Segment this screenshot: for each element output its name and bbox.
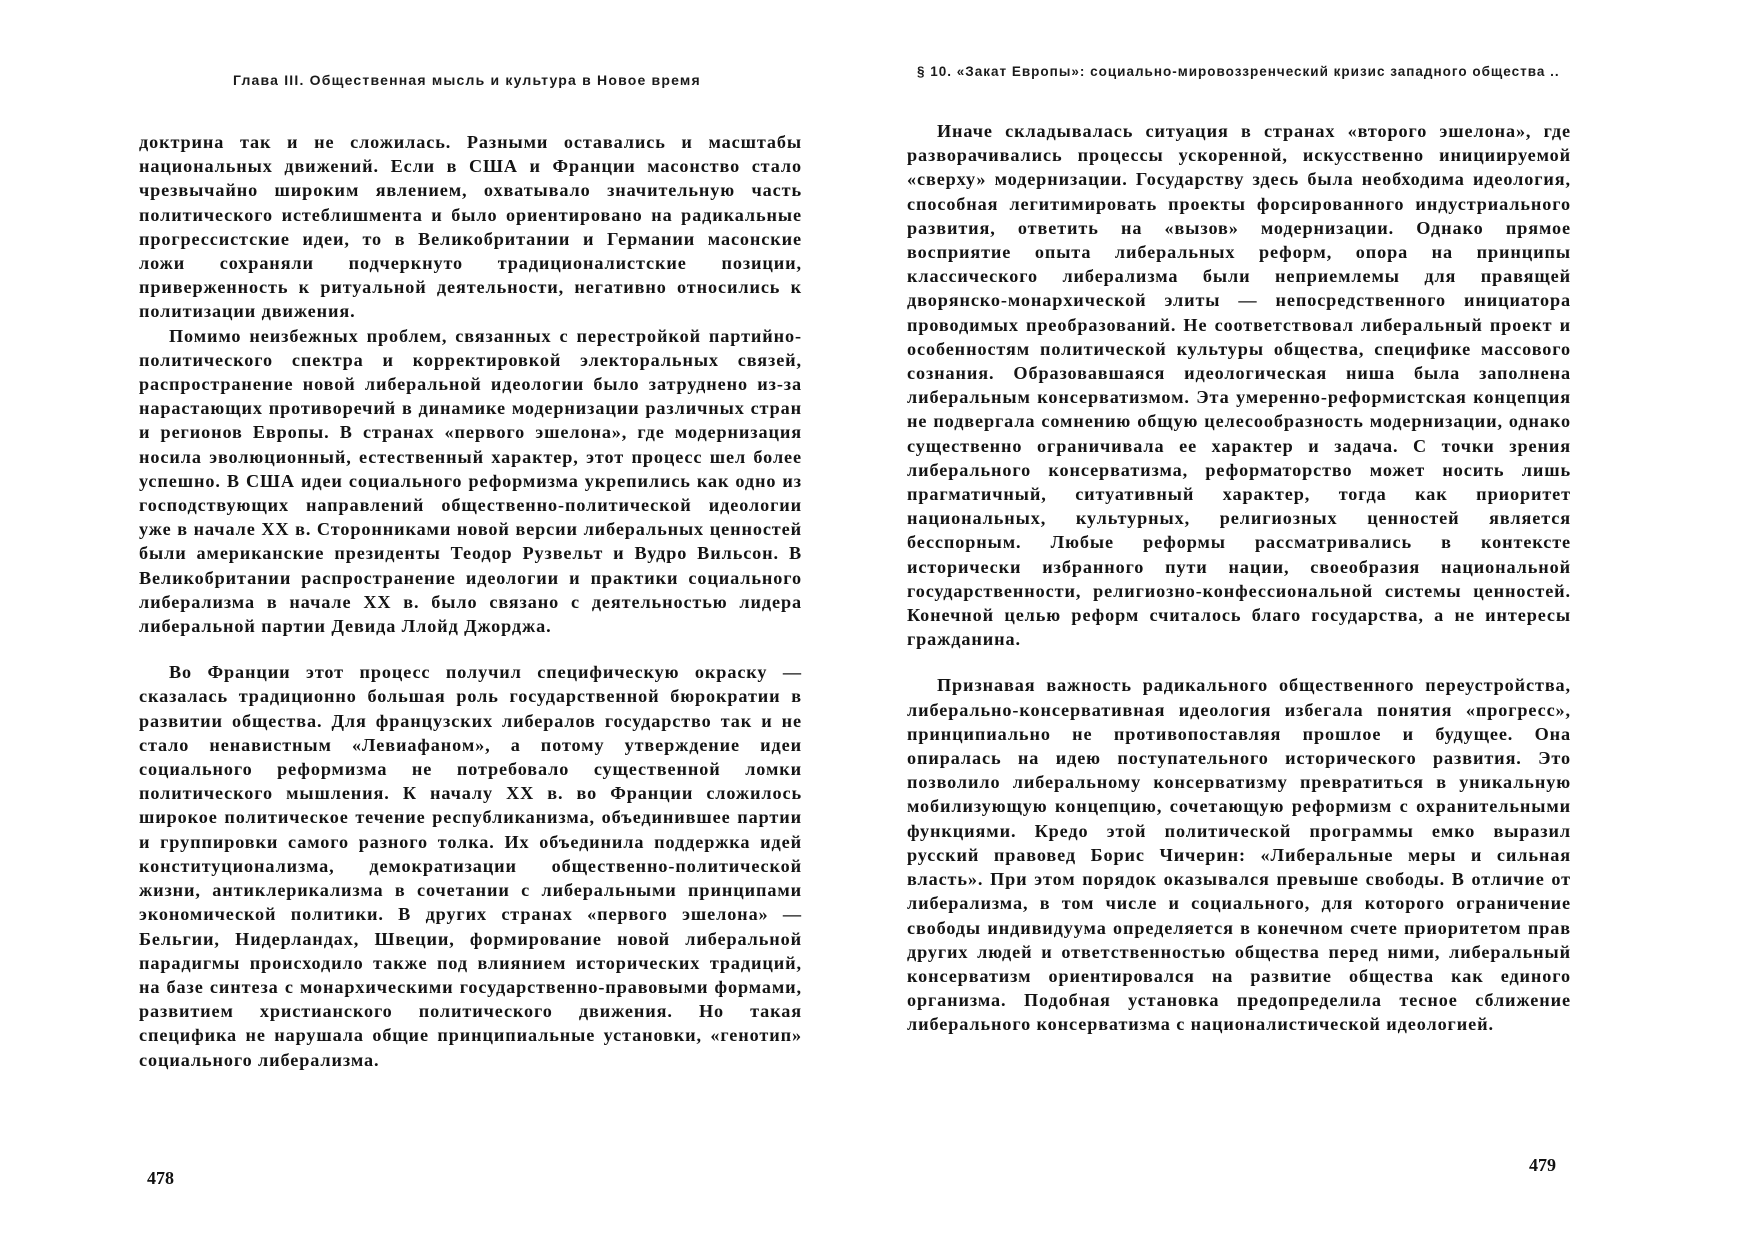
paragraph: Во Франции этот процесс получил специфическую окраску — сказалась традиционно большая роль государственной бюрократии в развитии общества. Для французских либералов государство так и не стало ненавистным «Левиафаном», а потому утверждение идеи социального реформизма не потребовало существенной ломки политического мышления. К началу XX в. во Франции сложилось широкое политическое течение республиканизма, объединившее партии и группировки самого разного толка. Их объединила поддержка идей конституционализма, демократизации общественно-политической жизни, антиклерикализма в сочетании с либеральными принципами экономической политики. В других странах «первого эшелона» — Бельгии, Нидерландах, Швеции, формирование новой либеральной парадигмы происходило также под влиянием исторических традиций, на базе синтеза с монархическими государственно-правовыми формами, развитием христианского политического движения. Но такая специфика не нарушала общие принципиальные установки, «генотип» социального либерализма.: [139, 662, 802, 1070]
paragraph: Помимо неизбежных проблем, связанных с перестройкой партийно-политического спектра и корректировкой электоральных связей, распространение новой либеральной идеологии было затруднено из-за нарастающих противоречий в динамике модернизации различных стран и регионов Европы. В странах «первого эшелона», где модернизация носила эволюционный, естественный характер, этот процесс шел более успешно. В США идеи социального реформизма укрепились как одно из господствующих направлений общественно-политической идеологии уже в начале XX в. Сторонниками новой версии либеральных ценностей были американские президенты Теодор Рузвельт и Вудро Вильсон. В Великобритании распространение идеологии и практики социального либерализма в начале XX в. было связано с деятельностью лидера либеральной партии Девида Ллойд Джорджа.: [139, 325, 802, 637]
page-number-right: 479: [1529, 1155, 1556, 1175]
running-head-right: § 10. «Закат Европы»: социально-мировоззренческий кризис западного общества ..: [917, 64, 1560, 79]
paragraph: Иначе складывалась ситуация в странах «второго эшелона», где разворачивались процессы ускоренной, искусственно инициируемой «сверху» модернизации. Государству здесь была необходима идеология, способная легитимировать проекты форсированного индустриального развития, ответить на «вызов» модернизации. Однако прямое восприятие опыта либеральных реформ, опора на принципы классического либерализма были неприемлемы для правящей дворянско-монархической элиты — непосредственного инициатора проводимых преобразований. Не соответствовал либеральный проект и особенностям политической культуры общества, специфике массового сознания. Образовавшаяся идеологическая ниша была заполнена либеральным консерватизмом. Эта умеренно-реформистская концепция не подвергала сомнению общую целесообразность модернизации, однако существенно ограничивала ее характер и задача. С точки зрения либерального консерватизма, реформаторство может носить лишь прагматичный, ситуативный характер, тогда как приоритет национальных, культурных, религиозных ценностей является бесспорным. Любые реформы рассматривались в контексте исторически избранного пути нации, своеобразия национальной государственности, религиозно-конфессиональной системы ценностей. Конечной целью реформ считалось благо государства, а не интересы гражданина.: [907, 121, 1571, 650]
running-head-left: Глава III. Общественная мысль и культура в Новое время: [233, 72, 701, 88]
page-number-left: 478: [147, 1168, 174, 1188]
right-page: [877, 0, 1754, 1239]
body-text-right: [907, 119, 1571, 1037]
body-text-left: [139, 130, 802, 1072]
paragraph: Признавая важность радикального общественного переустройства, либерально-консервативная идеология избегала понятия «прогресс», принципиально не противопоставляя прошлое и будущее. Она опиралась на идею поступательного исторического развития. Это позволило либеральному консерватизму превратиться в уникальную мобилизующую концепцию, сочетающую реформизм с охранительными функциями. Кредо этой политической программы емко выразил русский правовед Борис Чичерин: «Либеральные меры и сильная власть». При этом порядок оказывался превыше свободы. В отличие от либерализма, в том числе и социального, для которого ограничение свободы индивидуума определяется в конечном счете приоритетом прав других людей и ответственностью общества перед ними, либеральный консерватизм ориентировался на развитие общества как единого организма. Подобная установка предопределила тесное сближение либерального консерватизма с националистической идеологией.: [907, 675, 1571, 1035]
paragraph: доктрина так и не сложилась. Разными оставались и масштабы национальных движений. Если в США и Франции масонство стало чрезвычайно широким явлением, охватывало значительную часть политического истеблишмента и было ориентировано на радикальные прогрессистские идеи, то в Великобритании и Германии масонские ложи сохраняли подчеркнуто традиционалистские позиции, приверженность к ритуальной деятельности, негативно относились к политизации движения.: [139, 132, 802, 322]
